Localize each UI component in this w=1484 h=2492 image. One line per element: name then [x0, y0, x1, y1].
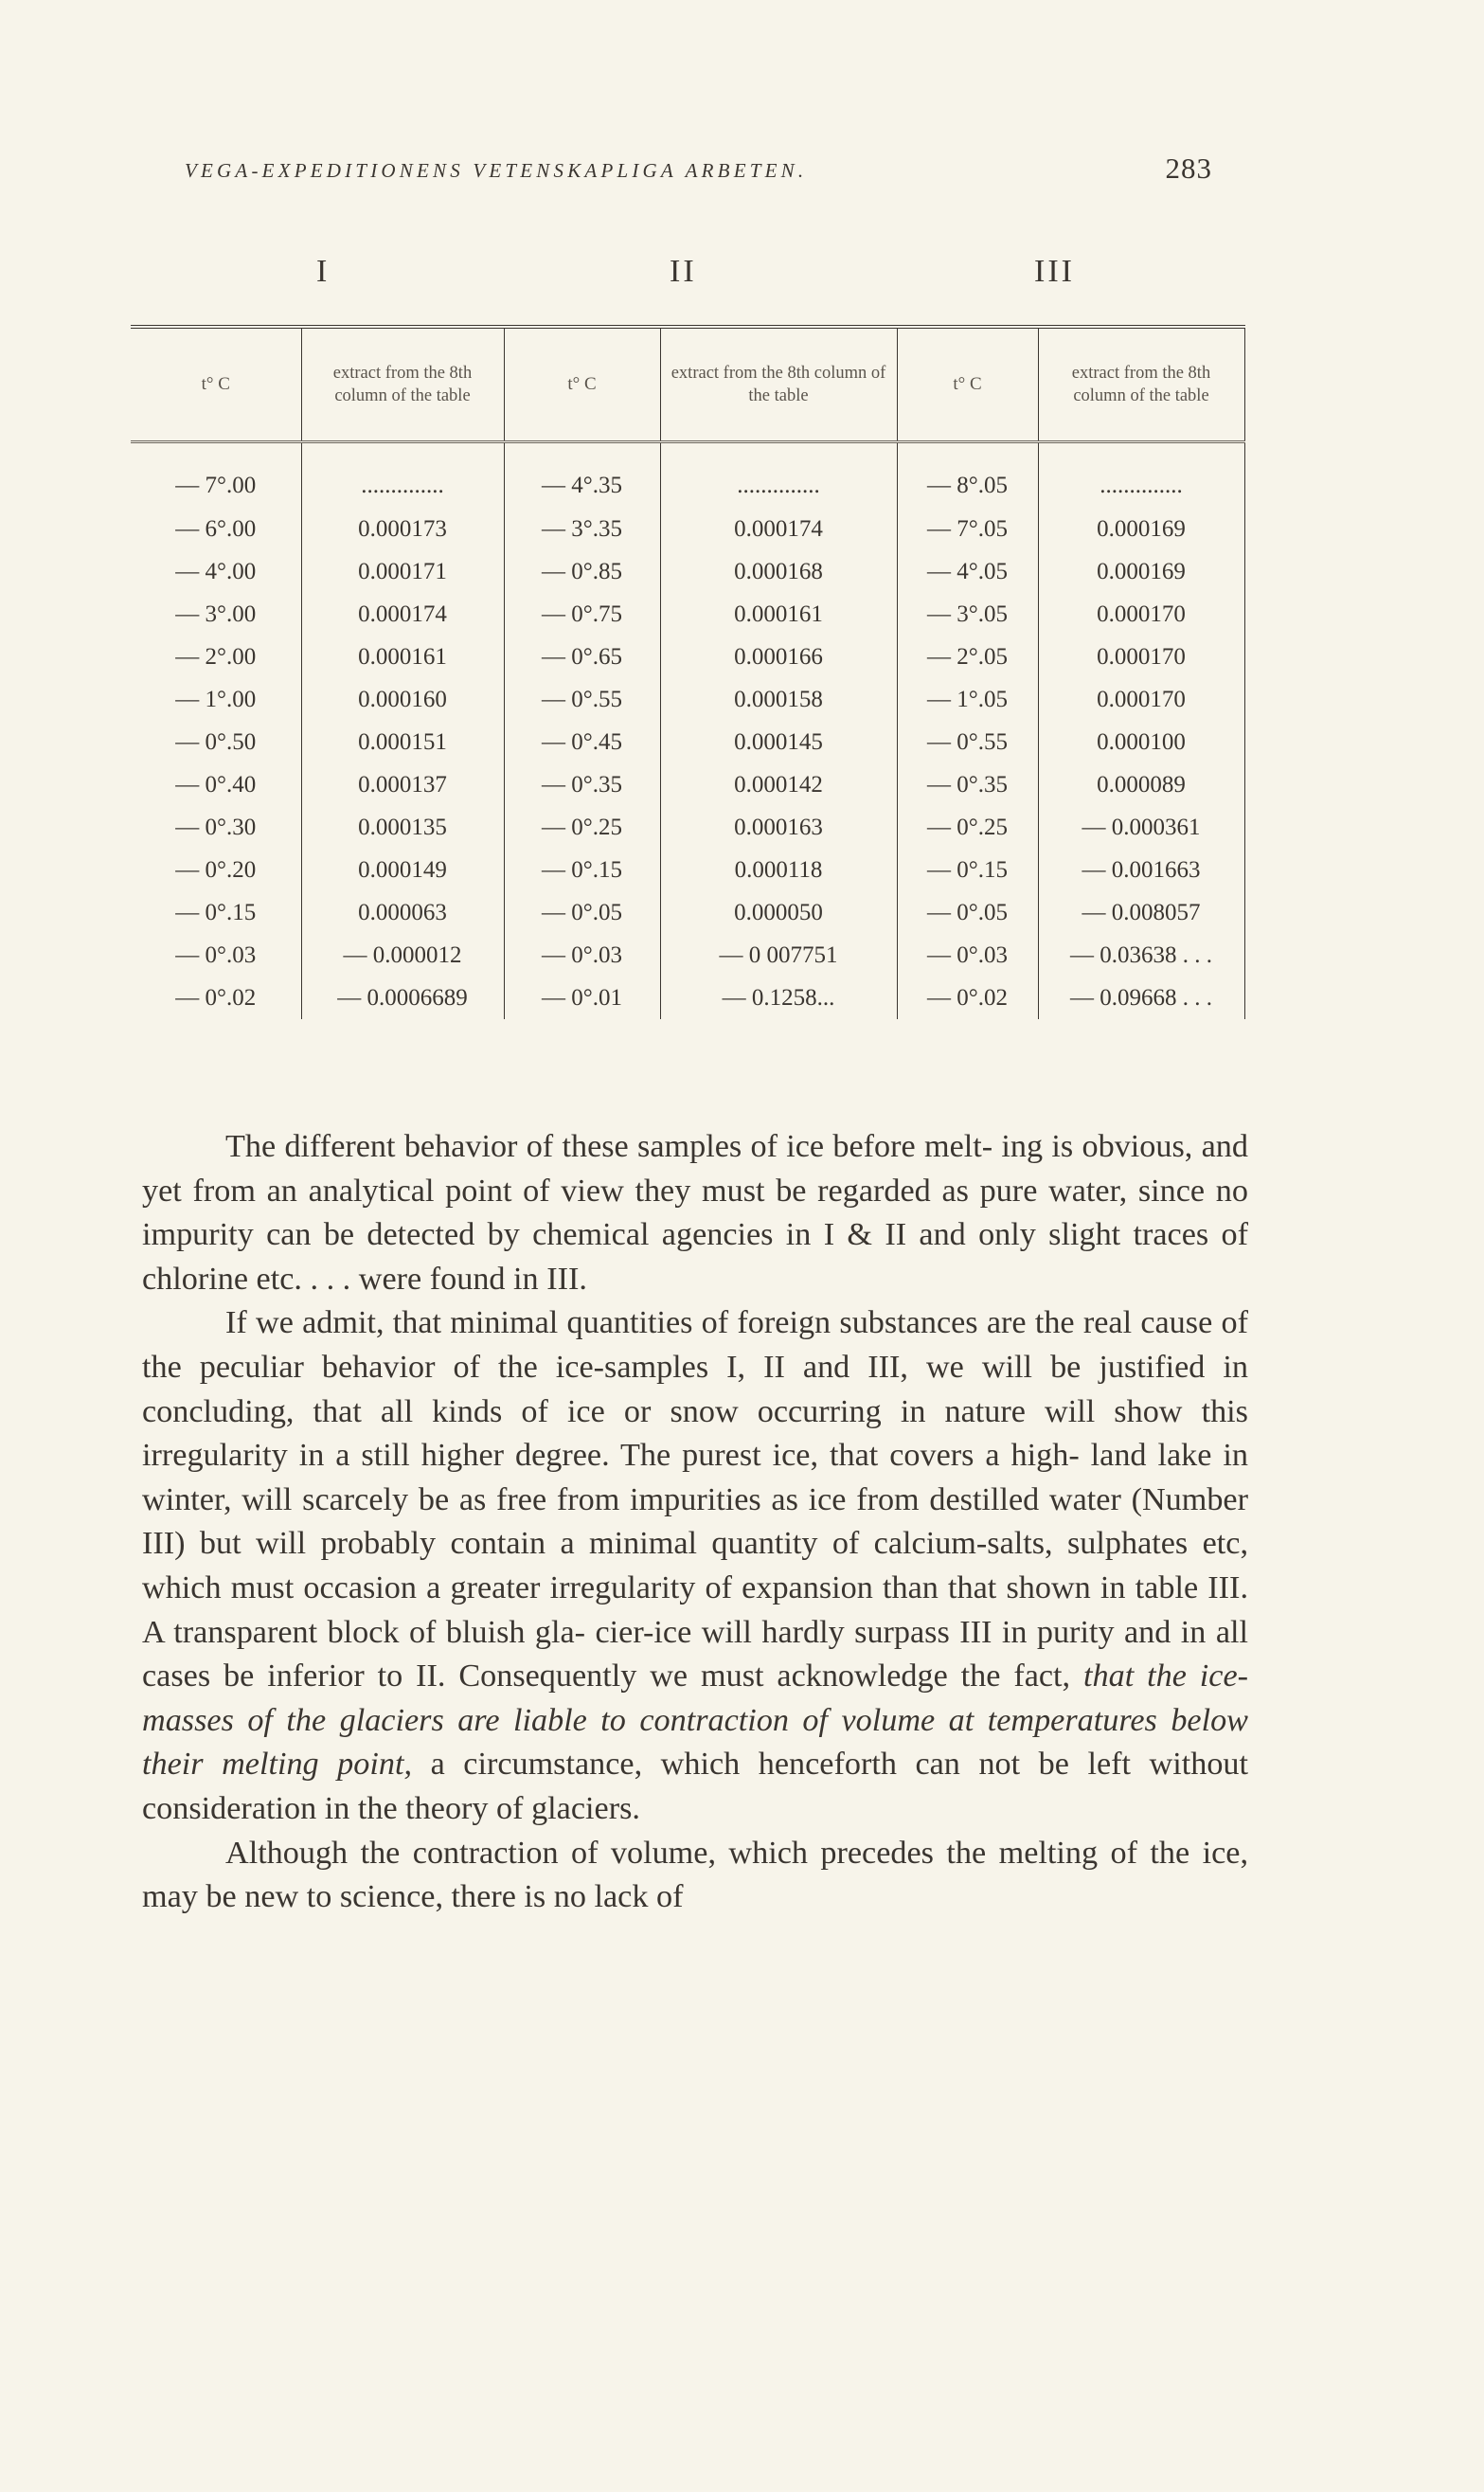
temperature-cell: — 7°.00 — [131, 442, 301, 509]
extract-cell: 0.000161 — [660, 593, 897, 636]
temperature-cell: — 0°.50 — [131, 721, 301, 763]
temperature-cell: — 0°.85 — [504, 550, 660, 593]
extract-cell: 0.000100 — [1038, 721, 1244, 763]
temperature-cell: — 0°.03 — [131, 934, 301, 977]
column-header: extract from the 8th column of the table — [301, 327, 504, 442]
column-header: extract from the 8th column of the table — [660, 327, 897, 442]
extract-cell: 0.000135 — [301, 806, 504, 849]
data-table — [131, 325, 1245, 1019]
temperature-cell: — 0°.02 — [897, 977, 1038, 1019]
extract-cell: — 0.03638 . . . — [1038, 934, 1244, 977]
extract-cell: .............. — [1038, 442, 1244, 509]
table-row — [131, 934, 1244, 977]
table-row — [131, 891, 1244, 934]
temperature-cell: — 0°.75 — [504, 593, 660, 636]
extract-cell: 0.000171 — [301, 550, 504, 593]
temperature-cell: — 0°.20 — [131, 849, 301, 891]
extract-cell: 0.000174 — [301, 593, 504, 636]
temperature-cell: — 0°.35 — [897, 763, 1038, 806]
table-row — [131, 508, 1244, 550]
group-label-II: II — [670, 254, 697, 289]
table-header-row — [131, 327, 1244, 442]
table-row — [131, 678, 1244, 721]
extract-cell: 0.000168 — [660, 550, 897, 593]
group-label-III: III — [1034, 254, 1075, 289]
temperature-cell: — 4°.35 — [504, 442, 660, 509]
column-header: t° C — [131, 327, 301, 442]
temperature-cell: — 6°.00 — [131, 508, 301, 550]
extract-cell: 0.000161 — [301, 636, 504, 678]
extract-cell: 0.000169 — [1038, 550, 1244, 593]
table-row — [131, 636, 1244, 678]
temperature-cell: — 0°.05 — [897, 891, 1038, 934]
temperature-cell: — 1°.05 — [897, 678, 1038, 721]
extract-cell: 0.000160 — [301, 678, 504, 721]
column-header: t° C — [504, 327, 660, 442]
extract-cell: 0.000137 — [301, 763, 504, 806]
extract-cell: — 0 007751 — [660, 934, 897, 977]
running-header — [185, 152, 1212, 197]
extract-cell: 0.000151 — [301, 721, 504, 763]
paragraph: Although the contraction of volume, which precedes the melting of the ice, may be new to science, there is no lack of — [142, 1835, 1248, 1915]
paragraph: The different behavior of these samples of ice before melt- ing is obvious, and yet from an analytical point of view they must be regarded as pure water, since no impurity can be detected by chemical agencies in I & II and only slight traces of chlorine etc. . . . were found in III. — [142, 1129, 1248, 1297]
extract-cell: 0.000170 — [1038, 678, 1244, 721]
temperature-cell: — 0°.45 — [504, 721, 660, 763]
extract-cell: 0.000149 — [301, 849, 504, 891]
table-row — [131, 806, 1244, 849]
temperature-cell: — 3°.00 — [131, 593, 301, 636]
temperature-cell: — 7°.05 — [897, 508, 1038, 550]
column-header: extract from the 8th column of the table — [1038, 327, 1244, 442]
extract-cell: 0.000158 — [660, 678, 897, 721]
extract-cell: 0.000170 — [1038, 593, 1244, 636]
paragraph — [142, 1301, 1248, 1831]
temperature-cell: — 0°.01 — [504, 977, 660, 1019]
temperature-cell: — 0°.15 — [897, 849, 1038, 891]
table-body — [131, 442, 1244, 1020]
extract-cell: 0.000142 — [660, 763, 897, 806]
paragraph-text: If we admit, that minimal quantities of foreign substances are the real cause of the peculiar behavior of the ice-samples I, II and III, we will be justified in concluding, that all kinds of ice or snow occurring in nature will show this irregularity in a still higher degree. The purest ice, that covers a high- land lake in winter, will scarcely be as free from impurities as ice from destilled water (Number III) but will probably contain a minimal quantity of calcium-salts, sulphates etc, which must occasion a greater irregularity of expansion than that shown in table III. A transparent block of bluish gla- cier-ice will hardly surpass III in purity and in all cases be inferior to II. Consequently we must acknowledge the fact, — [142, 1305, 1248, 1694]
temperature-cell: — 0°.55 — [504, 678, 660, 721]
extract-cell: 0.000166 — [660, 636, 897, 678]
table-row — [131, 550, 1244, 593]
table-row — [131, 721, 1244, 763]
temperature-cell: — 3°.05 — [897, 593, 1038, 636]
temperature-cell: — 0°.35 — [504, 763, 660, 806]
data-table-container — [131, 325, 1244, 1019]
temperature-cell: — 1°.00 — [131, 678, 301, 721]
column-header: t° C — [897, 327, 1038, 442]
emphasized-text: that the ice-masses of the glaciers are liable to contraction of volume at temperatures below their melting point, — [142, 1658, 1249, 1783]
extract-cell: — 0.09668 . . . — [1038, 977, 1244, 1019]
extract-cell: — 0.0006689 — [301, 977, 504, 1019]
temperature-cell: — 8°.05 — [897, 442, 1038, 509]
temperature-cell: — 0°.30 — [131, 806, 301, 849]
table-row — [131, 593, 1244, 636]
group-label-I: I — [316, 254, 331, 289]
temperature-cell: — 0°.15 — [504, 849, 660, 891]
extract-cell: 0.000173 — [301, 508, 504, 550]
table-row — [131, 442, 1244, 509]
temperature-cell: — 0°.55 — [897, 721, 1038, 763]
temperature-cell: — 0°.65 — [504, 636, 660, 678]
temperature-cell: — 4°.00 — [131, 550, 301, 593]
extract-cell: — 0.001663 — [1038, 849, 1244, 891]
temperature-cell: — 0°.05 — [504, 891, 660, 934]
extract-cell: 0.000163 — [660, 806, 897, 849]
running-title: VEGA-EXPEDITIONENS VETENSKAPLIGA ARBETEN. — [185, 159, 808, 182]
temperature-cell: — 0°.40 — [131, 763, 301, 806]
extract-cell: — 0.000361 — [1038, 806, 1244, 849]
temperature-cell: — 0°.15 — [131, 891, 301, 934]
extract-cell: 0.000063 — [301, 891, 504, 934]
table-row — [131, 977, 1244, 1019]
extract-cell: 0.000118 — [660, 849, 897, 891]
temperature-cell: — 3°.35 — [504, 508, 660, 550]
extract-cell: — 0.1258... — [660, 977, 897, 1019]
temperature-cell: — 0°.25 — [897, 806, 1038, 849]
temperature-cell: — 0°.03 — [504, 934, 660, 977]
extract-cell: 0.000170 — [1038, 636, 1244, 678]
temperature-cell: — 0°.02 — [131, 977, 301, 1019]
extract-cell: — 0.000012 — [301, 934, 504, 977]
extract-cell: .............. — [660, 442, 897, 509]
temperature-cell: — 0°.03 — [897, 934, 1038, 977]
temperature-cell: — 0°.25 — [504, 806, 660, 849]
extract-cell: 0.000174 — [660, 508, 897, 550]
extract-cell: 0.000089 — [1038, 763, 1244, 806]
extract-cell: 0.000169 — [1038, 508, 1244, 550]
table-row — [131, 849, 1244, 891]
extract-cell: .............. — [301, 442, 504, 509]
temperature-cell: — 4°.05 — [897, 550, 1038, 593]
paragraph-text: a circumstance, which henceforth can not be left without consideration in the theory of glaciers. — [142, 1747, 1249, 1826]
page-number: 283 — [1165, 152, 1212, 185]
table-row — [131, 763, 1244, 806]
extract-cell: 0.000145 — [660, 721, 897, 763]
extract-cell: — 0.008057 — [1038, 891, 1244, 934]
temperature-cell: — 2°.05 — [897, 636, 1038, 678]
extract-cell: 0.000050 — [660, 891, 897, 934]
body-text — [142, 1125, 1248, 1920]
temperature-cell: — 2°.00 — [131, 636, 301, 678]
